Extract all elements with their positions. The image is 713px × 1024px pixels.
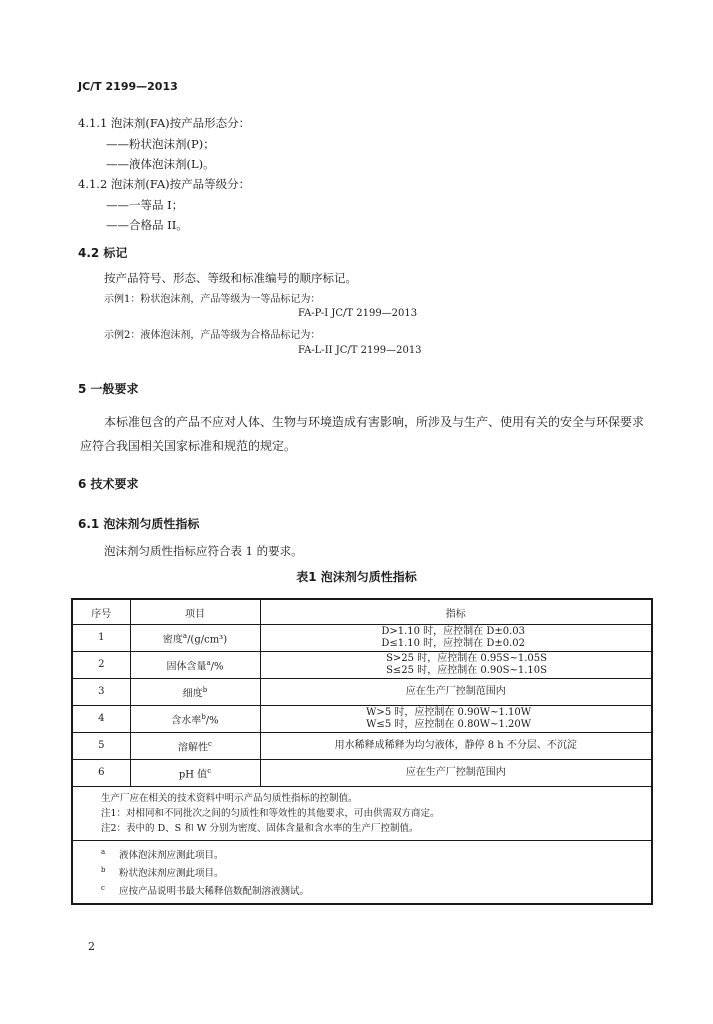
example-1-label: 示例1：粉状泡沫剂，产品等级为一等品标记为： <box>104 294 321 305</box>
page-number: 2 <box>88 940 95 953</box>
table-footnote: $^c$ 应按产品说明书最大稀释倍数配制溶液测试。 <box>101 884 310 898</box>
table-note: 注2：表中的 D、S 和 W 分别为密度、固体含量和含水率的生产厂控制值。 <box>101 823 419 834</box>
row-index: D>1.10 时，应控制在 D±0.03 D≤1.10 时，应控制在 D±0.02 <box>260 625 652 652</box>
table-row <box>72 679 652 706</box>
row-item: 密度$^a$/(g/cm³) <box>130 625 260 652</box>
table-row <box>72 733 652 760</box>
row-no: 5 <box>72 733 130 760</box>
subsection-body: 泡沫剂匀质性指标应符合表 1 的要求。 <box>104 544 303 558</box>
row-item: 细度$^b$ <box>130 679 260 706</box>
table-row <box>72 625 652 652</box>
col-header-no: 序号 <box>72 599 130 625</box>
marking-intro: 按产品符号、形态、等级和标准编号的顺序标记。 <box>104 271 357 285</box>
row-item: pH 值$^c$ <box>130 760 260 787</box>
table-footnote: $^a$ 液体泡沫剂应测此项目。 <box>101 848 224 862</box>
table-caption: 表1 泡沫剂匀质性指标 <box>296 570 417 584</box>
running-header: JC/T 2199—2013 <box>78 80 178 93</box>
col-header-item: 项目 <box>130 599 260 625</box>
table-footnote: $^b$ 粉状泡沫剂应测此项目。 <box>101 866 224 880</box>
col-header-index: 指标 <box>260 599 652 625</box>
list-item-grade-1: ——一等品 I； <box>106 198 184 212</box>
list-item-powder: ——粉状泡沫剂(P)； <box>106 137 215 151</box>
section-heading-marking: 4.2 标记 <box>78 246 128 260</box>
table-footnotes-row <box>72 841 652 905</box>
row-item: 固体含量$^a$/% <box>130 652 260 679</box>
spec-table <box>71 598 653 905</box>
section-heading-general: 5 一般要求 <box>78 382 139 396</box>
table-row <box>72 706 652 733</box>
table-note: 生产厂应在相关的技术资料中明示产品匀质性指标的控制值。 <box>101 793 358 804</box>
table-row <box>72 760 652 787</box>
row-index: 应在生产厂控制范围内 <box>260 679 652 706</box>
table-notes-row <box>72 787 652 841</box>
section-heading-technical: 6 技术要求 <box>78 477 139 491</box>
row-no: 2 <box>72 652 130 679</box>
row-index: 应在生产厂控制范围内 <box>260 760 652 787</box>
table-row <box>72 652 652 679</box>
example-2-label: 示例2：液体泡沫剂，产品等级为合格品标记为： <box>104 330 321 341</box>
table-note: 注1：对相同和不同批次之间的匀质性和等效性的其他要求，可由供需双方商定。 <box>101 808 440 819</box>
row-index: 用水稀释成稀释为均匀液体，静停 8 h 不分层、不沉淀 <box>260 733 652 760</box>
table-footnotes <box>72 841 652 905</box>
general-body: 本标准包含的产品不应对人体、生物与环境造成有害影响，所涉及与生产、使用有关的安全与环保要求应符合我国相关国家标准和规范的规定。 <box>80 415 645 453</box>
clause-4-1-1: 4.1.1 泡沫剂(FA)按产品形态分： <box>78 116 251 130</box>
table-notes <box>72 787 652 841</box>
row-index: S>25 时，应控制在 0.95S~1.05S S≤25 时，应控制在 0.90S~1.10S <box>260 652 652 679</box>
row-item: 溶解性$^c$ <box>130 733 260 760</box>
row-no: 6 <box>72 760 130 787</box>
row-item: 含水率$^b$/% <box>130 706 260 733</box>
example-1-mark: FA-P-I JC/T 2199—2013 <box>298 308 418 319</box>
row-no: 4 <box>72 706 130 733</box>
row-no: 3 <box>72 679 130 706</box>
row-no: 1 <box>72 625 130 652</box>
subsection-heading: 6.1 泡沫剂匀质性指标 <box>78 517 200 531</box>
list-item-grade-2: ——合格品 II。 <box>106 218 188 232</box>
row-index: W>5 时，应控制在 0.90W~1.10W W≤5 时，应控制在 0.80W~1.20W <box>260 706 652 733</box>
example-2-mark: FA-L-II JC/T 2199—2013 <box>298 345 422 356</box>
clause-4-1-2: 4.1.2 泡沫剂(FA)按产品等级分： <box>78 177 251 191</box>
list-item-liquid: ——液体泡沫剂(L)。 <box>106 157 215 171</box>
